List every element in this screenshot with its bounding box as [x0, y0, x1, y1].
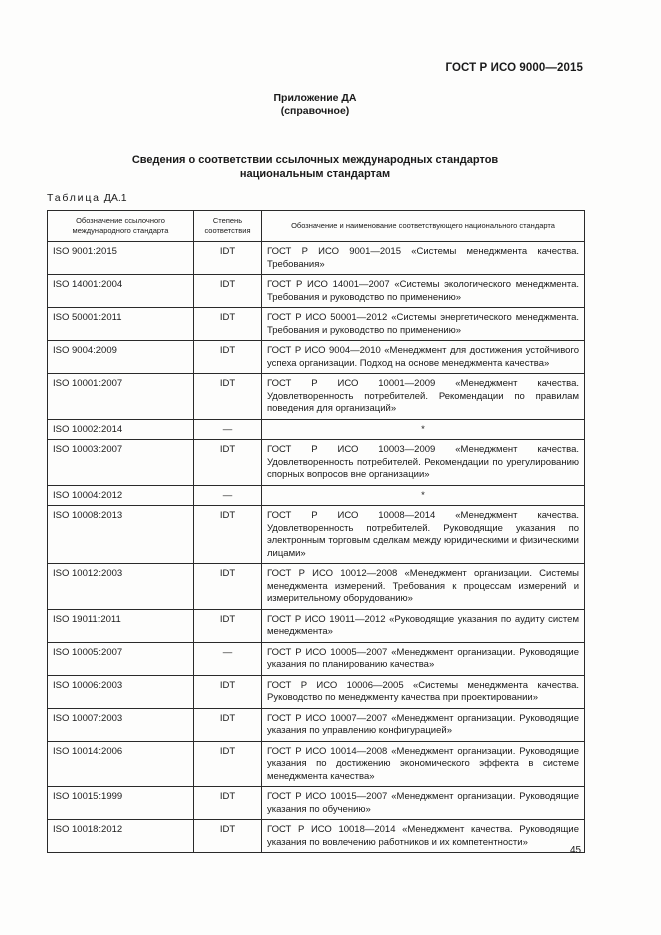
annex-heading: [0, 92, 630, 118]
document-code: ГОСТ Р ИСО 9000—2015: [445, 62, 583, 74]
international-standard-cell: ISO 10014:2006: [48, 741, 194, 787]
page-number: 45: [570, 845, 582, 856]
national-standard-cell: ГОСТ Р ИСО 10014—2008 «Менеджмент организации. Руководящие указания по достижению экономического эффекта в системе менеджмента качества»: [262, 741, 585, 787]
international-standard-cell: ISO 10007:2003: [48, 708, 194, 741]
international-standard-cell: ISO 10006:2003: [48, 675, 194, 708]
table-row: [48, 708, 585, 741]
international-standard-cell: ISO 10015:1999: [48, 787, 194, 820]
degree-cell: IDT: [194, 242, 262, 275]
national-standard-cell: ГОСТ Р ИСО 10005—2007 «Менеджмент организации. Руководящие указания по планированию качества»: [262, 642, 585, 675]
table-row: [48, 242, 585, 275]
national-standard-cell: ГОСТ Р ИСО 10015—2007 «Менеджмент организации. Руководящие указания по обучению»: [262, 787, 585, 820]
table-row: [48, 820, 585, 853]
international-standard-cell: ISO 9004:2009: [48, 341, 194, 374]
degree-cell: IDT: [194, 675, 262, 708]
national-standard-cell: ГОСТ Р ИСО 10018—2014 «Менеджмент качества. Руководящие указания по вовлечению работников и их компетентности»: [262, 820, 585, 853]
international-standard-cell: ISO 14001:2004: [48, 275, 194, 308]
international-standard-cell: ISO 9001:2015: [48, 242, 194, 275]
degree-cell: IDT: [194, 741, 262, 787]
international-standard-cell: ISO 10008:2013: [48, 506, 194, 564]
degree-cell: —: [194, 419, 262, 440]
national-standard-cell: ГОСТ Р ИСО 10012—2008 «Менеджмент организации. Системы менеджмента измерений. Требования к процессам измерений и измерительному оборудованию»: [262, 564, 585, 610]
table-row: [48, 642, 585, 675]
annex-title: Приложение ДА: [273, 92, 357, 104]
annex-subtitle: (справочное): [280, 105, 350, 117]
table-caption-word: Таблица: [47, 192, 101, 204]
table-row: [48, 440, 585, 486]
national-standard-cell: ГОСТ Р ИСО 10006—2005 «Системы менеджмента качества. Руководство по менеджменту качества при проектировании»: [262, 675, 585, 708]
national-standard-cell: ГОСТ Р ИСО 10003—2009 «Менеджмент качества. Удовлетворенность потребителей. Рекомендации по урегулированию спорных вопросов вне организации»: [262, 440, 585, 486]
degree-cell: IDT: [194, 275, 262, 308]
table-row: [48, 374, 585, 420]
international-standard-cell: ISO 10004:2012: [48, 485, 194, 506]
table-caption: [47, 192, 127, 204]
table-header-row: [48, 211, 585, 242]
table-row: [48, 485, 585, 506]
national-standard-cell: ГОСТ Р ИСО 50001—2012 «Системы энергетического менеджмента. Требования и руководство по применению»: [262, 308, 585, 341]
table-row: [48, 609, 585, 642]
degree-cell: —: [194, 485, 262, 506]
national-standard-cell: ГОСТ Р ИСО 14001—2007 «Системы экологического менеджмента. Требования и руководство по применению»: [262, 275, 585, 308]
table-row: [48, 675, 585, 708]
column-header-international: Обозначение ссылочного международного стандарта: [48, 211, 194, 242]
section-title-line-2: национальным стандартам: [239, 168, 391, 180]
degree-cell: IDT: [194, 308, 262, 341]
national-standard-cell: *: [262, 485, 585, 506]
international-standard-cell: ISO 10003:2007: [48, 440, 194, 486]
table-row: [48, 275, 585, 308]
degree-cell: IDT: [194, 564, 262, 610]
national-standard-cell: ГОСТ Р ИСО 10001—2009 «Менеджмент качества. Удовлетворенность потребителей. Рекомендации по правилам поведения для организаций»: [262, 374, 585, 420]
degree-cell: IDT: [194, 609, 262, 642]
table-row: [48, 341, 585, 374]
degree-cell: IDT: [194, 440, 262, 486]
table-caption-number: ДА.1: [103, 192, 127, 204]
national-standard-cell: ГОСТ Р ИСО 10008—2014 «Менеджмент качества. Удовлетворенность потребителей. Руководящие указания по электронным торговым сделкам между юридическими и физическими лицами»: [262, 506, 585, 564]
national-standard-cell: ГОСТ Р ИСО 9001—2015 «Системы менеджмента качества. Требования»: [262, 242, 585, 275]
degree-cell: IDT: [194, 341, 262, 374]
column-header-national: Обозначение и наименование соответствующего национального стандарта: [262, 211, 585, 242]
international-standard-cell: ISO 10018:2012: [48, 820, 194, 853]
section-title: [0, 153, 630, 181]
table-row: [48, 787, 585, 820]
table-row: [48, 741, 585, 787]
degree-cell: IDT: [194, 820, 262, 853]
degree-cell: IDT: [194, 374, 262, 420]
table-body: [48, 242, 585, 853]
table-row: [48, 506, 585, 564]
national-standard-cell: ГОСТ Р ИСО 19011—2012 «Руководящие указания по аудиту систем менеджмента»: [262, 609, 585, 642]
national-standard-cell: *: [262, 419, 585, 440]
international-standard-cell: ISO 19011:2011: [48, 609, 194, 642]
section-title-line-1: Сведения о соответствии ссылочных международных стандартов: [131, 154, 499, 166]
international-standard-cell: ISO 10005:2007: [48, 642, 194, 675]
national-standard-cell: ГОСТ Р ИСО 10007—2007 «Менеджмент организации. Руководящие указания по управлению конфигурацией»: [262, 708, 585, 741]
column-header-degree: Степень соответствия: [194, 211, 262, 242]
international-standard-cell: ISO 10002:2014: [48, 419, 194, 440]
table-row: [48, 308, 585, 341]
correspondence-table: [47, 210, 585, 853]
international-standard-cell: ISO 10001:2007: [48, 374, 194, 420]
international-standard-cell: ISO 10012:2003: [48, 564, 194, 610]
degree-cell: IDT: [194, 787, 262, 820]
degree-cell: IDT: [194, 506, 262, 564]
degree-cell: IDT: [194, 708, 262, 741]
degree-cell: —: [194, 642, 262, 675]
international-standard-cell: ISO 50001:2011: [48, 308, 194, 341]
table-row: [48, 564, 585, 610]
national-standard-cell: ГОСТ Р ИСО 9004—2010 «Менеджмент для достижения устойчивого успеха организации. Подход на основе менеджмента качества»: [262, 341, 585, 374]
table-row: [48, 419, 585, 440]
